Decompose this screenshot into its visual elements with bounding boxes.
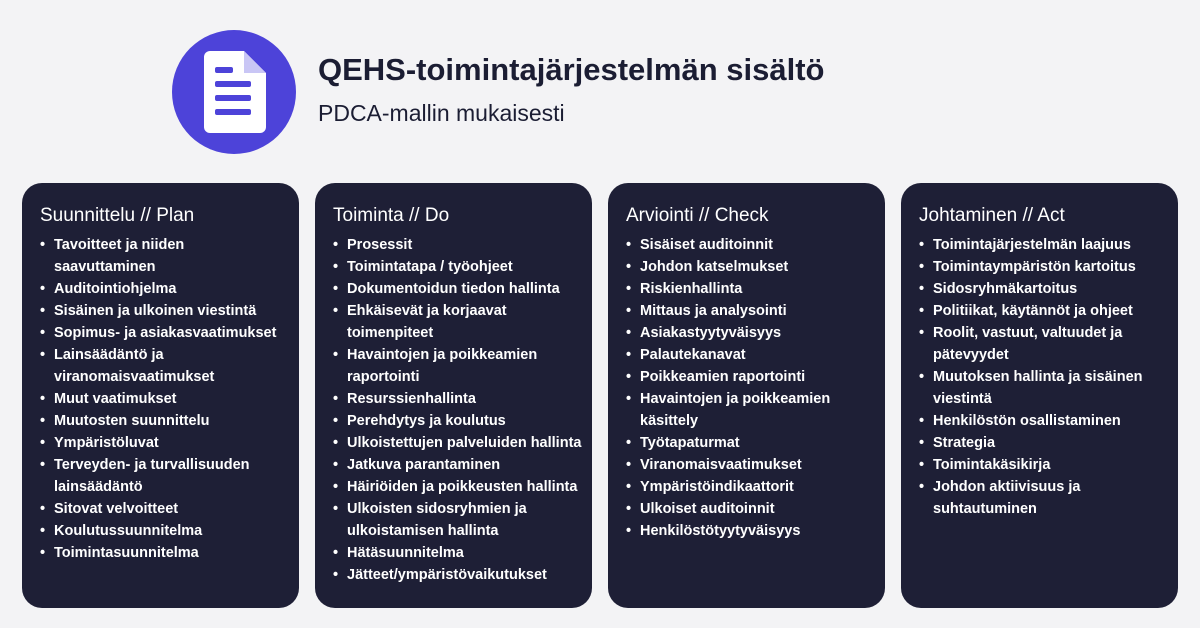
- list-item: • Ympäristöluvat: [40, 432, 289, 454]
- list-item: • Mittaus ja analysointi: [626, 300, 875, 322]
- check-card: [608, 183, 885, 608]
- list-item: • Sisäiset auditoinnit: [626, 234, 875, 256]
- list-item: • Auditointiohjelma: [40, 278, 289, 300]
- list-item: • Ulkoiset auditoinnit: [626, 498, 875, 520]
- list-item: • Sopimus- ja asiakasvaatimukset: [40, 322, 289, 344]
- item-list: [919, 234, 1168, 520]
- list-item: • Perehdytys ja koulutus: [333, 410, 582, 432]
- list-item: • Työtapaturmat: [626, 432, 875, 454]
- list-item: • Politiikat, käytännöt ja ohjeet: [919, 300, 1168, 322]
- page-subtitle: PDCA-mallin mukaisesti: [318, 100, 565, 126]
- list-item: • Toimintasuunnitelma: [40, 542, 289, 564]
- list-item: • Koulutussuunnitelma: [40, 520, 289, 542]
- list-item: • Jatkuva parantaminen: [333, 454, 582, 476]
- list-item: • Häiriöiden ja poikkeusten hallinta: [333, 476, 582, 498]
- item-list: [333, 234, 582, 586]
- list-item: • Viranomaisvaatimukset: [626, 454, 875, 476]
- list-item: • Ulkoisten sidosryhmien ja ulkoistamisen hallinta: [333, 498, 582, 542]
- list-item: • Ulkoistettujen palveluiden hallinta: [333, 432, 582, 454]
- list-item: • Muut vaatimukset: [40, 388, 289, 410]
- list-item: • Sisäinen ja ulkoinen viestintä: [40, 300, 289, 322]
- plan-card: [22, 183, 299, 608]
- list-item: • Resurssienhallinta: [333, 388, 582, 410]
- list-item: • Sitovat velvoitteet: [40, 498, 289, 520]
- list-item: • Asiakastyytyväisyys: [626, 322, 875, 344]
- list-item: • Riskienhallinta: [626, 278, 875, 300]
- list-item: • Terveyden- ja turvallisuuden lainsäädäntö: [40, 454, 289, 498]
- list-item: • Muutoksen hallinta ja sisäinen viestintä: [919, 366, 1168, 410]
- list-item: • Johdon aktiivisuus ja suhtautuminen: [919, 476, 1168, 520]
- list-item: • Havaintojen ja poikkeamien käsittely: [626, 388, 875, 432]
- list-item: • Strategia: [919, 432, 1168, 454]
- list-item: • Jätteet/ympäristövaikutukset: [333, 564, 582, 586]
- list-item: • Lainsäädäntö ja viranomaisvaatimukset: [40, 344, 289, 388]
- list-item: • Poikkeamien raportointi: [626, 366, 875, 388]
- card-title: Johtaminen // Act: [919, 205, 1065, 226]
- list-item: • Prosessit: [333, 234, 582, 256]
- list-item: • Dokumentoidun tiedon hallinta: [333, 278, 582, 300]
- list-item: • Ympäristöindikaattorit: [626, 476, 875, 498]
- item-list: [626, 234, 875, 542]
- list-item: • Havaintojen ja poikkeamien raportointi: [333, 344, 582, 388]
- card-title: Suunnittelu // Plan: [40, 205, 195, 226]
- do-card: [315, 183, 592, 608]
- list-item: • Ehkäisevät ja korjaavat toimenpiteet: [333, 300, 582, 344]
- list-item: • Hätäsuunnitelma: [333, 542, 582, 564]
- document-icon: [202, 51, 266, 133]
- list-item: • Toimintaympäristön kartoitus: [919, 256, 1168, 278]
- list-item: • Henkilöstötyytyväisyys: [626, 520, 875, 542]
- list-item: • Tavoitteet ja niiden saavuttaminen: [40, 234, 289, 278]
- list-item: • Roolit, vastuut, valtuudet ja pätevyydet: [919, 322, 1168, 366]
- card-title: Toiminta // Do: [333, 205, 450, 226]
- list-item: • Toimintajärjestelmän laajuus: [919, 234, 1168, 256]
- act-card: [901, 183, 1178, 608]
- list-item: • Sidosryhmäkartoitus: [919, 278, 1168, 300]
- list-item: • Muutosten suunnittelu: [40, 410, 289, 432]
- list-item: • Henkilöstön osallistaminen: [919, 410, 1168, 432]
- list-item: • Toimintakäsikirja: [919, 454, 1168, 476]
- list-item: • Palautekanavat: [626, 344, 875, 366]
- item-list: [40, 234, 289, 564]
- list-item: • Johdon katselmukset: [626, 256, 875, 278]
- document-icon-badge: [172, 30, 296, 154]
- list-item: • Toimintatapa / työohjeet: [333, 256, 582, 278]
- page-title: QEHS-toimintajärjestelmän sisältö: [318, 52, 825, 87]
- card-title: Arviointi // Check: [626, 205, 769, 226]
